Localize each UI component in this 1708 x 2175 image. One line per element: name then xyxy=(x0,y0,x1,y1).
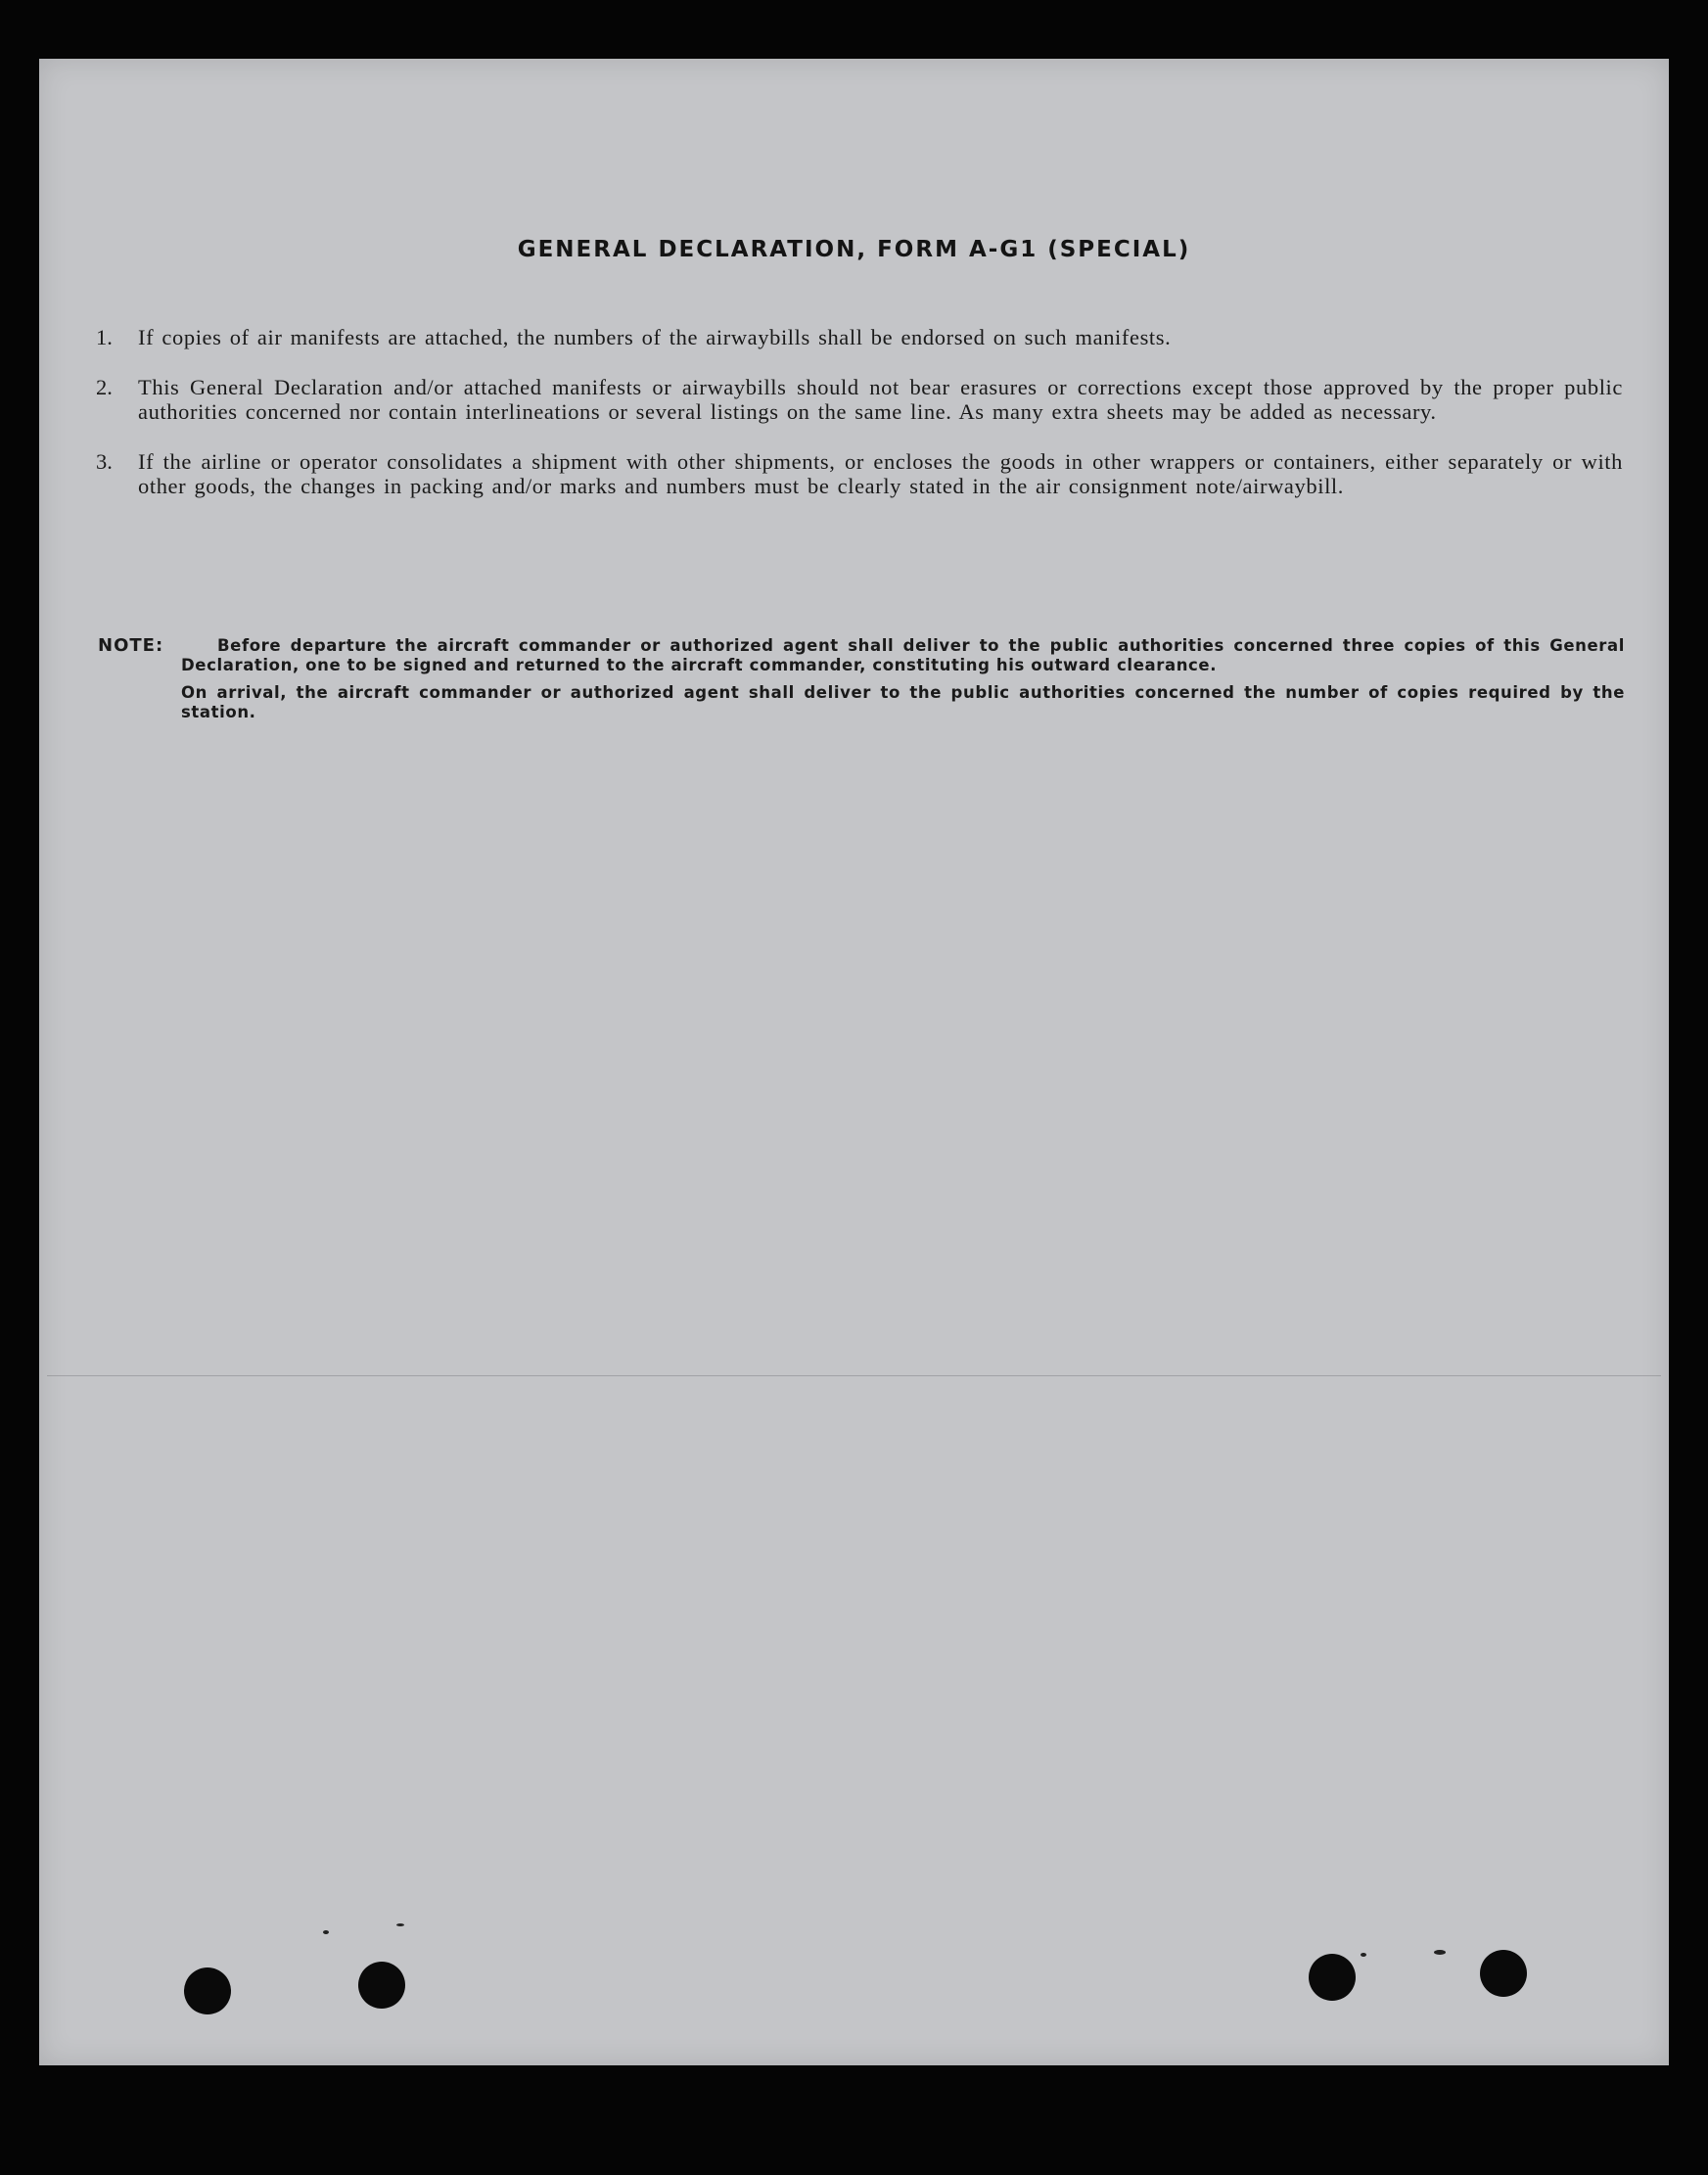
punch-hole xyxy=(358,1962,405,2009)
instruction-list xyxy=(96,325,1623,524)
item-number: 2. xyxy=(96,375,113,399)
list-item xyxy=(96,449,1623,498)
document-title: GENERAL DECLARATION, FORM A-G1 (SPECIAL) xyxy=(517,237,1191,262)
note-paragraph-departure: Before departure the aircraft commander or authorized agent shall deliver to the public authorities concerned three copies of this General Declaration, one to be signed and returned to the aircraft commander, constituting his outward clearance. xyxy=(181,636,1625,674)
list-item xyxy=(96,325,1623,349)
document-page xyxy=(39,59,1669,2065)
punch-hole xyxy=(1309,1954,1356,2001)
note-body xyxy=(181,636,1625,722)
item-text: If copies of air manifests are attached, the numbers of the airwaybills shall be endorsed on such manifests. xyxy=(138,325,1172,349)
item-number: 1. xyxy=(96,325,113,349)
scan-speck xyxy=(323,1930,329,1934)
fold-line xyxy=(47,1375,1661,1376)
item-text: If the airline or operator consolidates a shipment with other shipments, or encloses the goods in other wrappers or containers, either separately or with other goods, the changes in packing and/or marks and numbers must be clearly stated in the air consignment note/airwaybill. xyxy=(138,449,1623,498)
note-label: NOTE: xyxy=(98,635,164,656)
scan-speck xyxy=(1434,1950,1446,1955)
item-text: This General Declaration and/or attached manifests or airwaybills should not bear erasures or corrections except those approved by the proper public authorities concerned nor contain interlineations or several listings on the same line. As many extra sheets may be added as necessary. xyxy=(138,375,1623,424)
note-paragraph-arrival: On arrival, the aircraft commander or authorized agent shall deliver to the public authorities concerned the number of copies required by the station. xyxy=(181,683,1625,721)
item-number: 3. xyxy=(96,449,113,474)
list-item xyxy=(96,375,1623,424)
scan-speck xyxy=(396,1923,404,1926)
note-section xyxy=(98,636,1625,722)
punch-hole xyxy=(184,1967,231,2014)
scan-speck xyxy=(1361,1953,1366,1957)
punch-hole xyxy=(1480,1950,1527,1997)
